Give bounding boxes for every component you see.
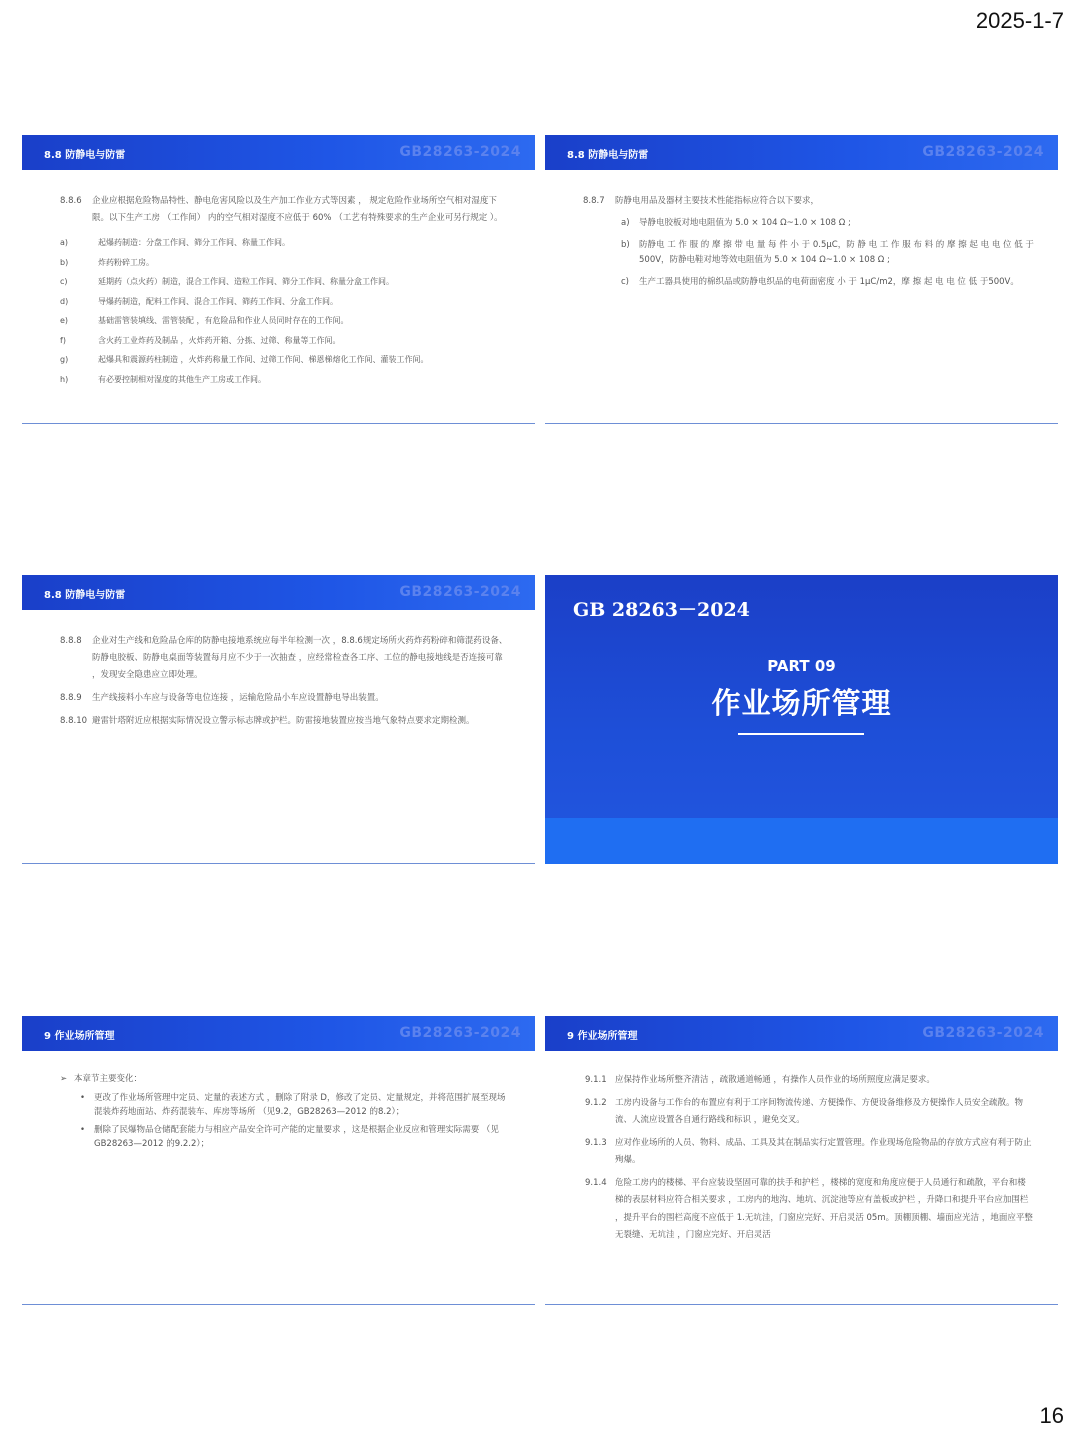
title-underline (738, 733, 864, 735)
section-cover-slide (545, 575, 1058, 864)
bullet-icon: • (80, 1125, 86, 1135)
watermark: GB28263-2024 (399, 584, 521, 600)
slide-title: 9 作业场所管理 (567, 1031, 638, 1042)
clause-number: 9.1.1 (585, 1075, 607, 1085)
item-label: b) (60, 257, 69, 267)
item-text: 炸药粉碎工房。 (98, 257, 154, 267)
clause-text: 生产线接料小车应与设备等电位连接 ，运输危险品小车应设置静电导出装置。 (92, 693, 384, 703)
clause-text: 应对作业场所的人员、物料、成品、工具及其在制品实行定置管理。作业现场危险物品的存放方式应有利于防止殉爆。 (615, 1137, 1032, 1165)
item-label: f) (60, 335, 66, 345)
slide-body (60, 1072, 511, 1156)
clause-paragraph (60, 193, 511, 227)
list-item (60, 253, 511, 273)
slide-header (545, 135, 1058, 170)
list-item (60, 350, 511, 370)
clause-number: 8.8.8 (60, 636, 82, 646)
slide-body (60, 633, 511, 736)
clause-paragraph (585, 1072, 1034, 1090)
clause-number: 9.1.4 (585, 1177, 607, 1188)
arrow-icon: ➢ (60, 1074, 68, 1084)
slide-8-8-7 (545, 135, 1058, 424)
item-text: 有必要控制相对湿度的其他生产工房或工作间。 (98, 374, 266, 384)
bullet-text: 更改了作业场所管理中定员、定量的表述方式 ，删除了附录 D，修改了定员、定量规定，并将范围扩展至现场混装炸药地面站、炸药混装车、库房等场所 （见9.2，GB28263—2012 的8.2）； (94, 1093, 506, 1117)
item-text: 导爆药制造，配料工作间、混合工作间、筛药工作间、分盒工作间。 (98, 296, 338, 306)
list-item (60, 331, 511, 351)
clause-number: 9.1.3 (585, 1137, 607, 1148)
clause-paragraph (60, 633, 511, 684)
clause-item-list (583, 216, 1034, 290)
clause-text: 工房内设备与工作台的布置应有利于工序间物流传递、方便操作、方便设备维修及方便操作人员安全疏散。物流、人流应设置各自通行路线和标识 ，避免交叉。 (615, 1097, 1024, 1125)
list-item (60, 311, 511, 331)
document-date: 2025-1-7 (975, 8, 1064, 33)
list-item (60, 370, 511, 390)
watermark: GB28263-2024 (922, 144, 1044, 160)
slide-9-1 (545, 1016, 1058, 1305)
item-label: c) (60, 277, 68, 286)
changes-intro-text: 本章节主要变化： (74, 1074, 143, 1084)
item-text: 基础雷管装填线、雷管装配 ，有危险品和作业人员同时存在的工作间。 (98, 316, 349, 325)
item-label: g) (60, 355, 69, 364)
slide-bottom-rule (22, 1304, 535, 1305)
slide-bottom-rule (22, 423, 535, 424)
slide-9-changes (22, 1016, 535, 1305)
slide-header (22, 135, 535, 170)
slide-body (585, 1072, 1034, 1250)
slide-header (22, 1016, 535, 1051)
clause-text: 危险工房内的楼梯、平台应装设坚固可靠的扶手和护栏 ，楼梯的宽度和角度应便于人员通行和疏散，平台和楼梯的表层材料应符合相关要求 ，工房内的地沟、地坑、沉淀池等应有盖板或护栏 ，升降口和提升平台应加围栏 ，提升平台的围栏高度不应低于 1.无坑洼，门窗应完好、开启灵活 05m。顶棚顶棚、墙面应光洁 ，地面应平整无裂缝、无坑洼 ，门窗应完好、开启灵活 (615, 1177, 1033, 1240)
part-label: PART 09 (767, 657, 836, 675)
page-number: 16 (1039, 1403, 1064, 1428)
clause-paragraph (585, 1135, 1034, 1170)
clause-paragraph (583, 193, 1034, 210)
item-label: d) (60, 296, 69, 306)
item-text: 防静电 工 作 服 的 摩 擦 带 电 量 每 件 小 于 0.5μC，防 静 电 工 作 服 布 料 的 摩 擦 起 电 电 位 低 于500V，防静电鞋对地等效电阻值为 5.0 × 104 Ω~1.0 × 108 Ω ; (639, 239, 1034, 265)
clause-number: 9.1.2 (585, 1097, 607, 1108)
clause-number: 8.8.10 (60, 716, 88, 726)
item-text: 起爆药制造：分盘工作间、筛分工作间、称量工作间。 (98, 238, 290, 247)
changes-list (60, 1092, 511, 1151)
slide-header (545, 1016, 1058, 1051)
clause-number: 8.8.7 (583, 196, 605, 206)
item-text: 含火药工业炸药及制品 ，火炸药开箱、分拣、过筛、称量等工作间。 (98, 335, 341, 345)
clause-text: 企业应根据危险物品特性、静电危害风险以及生产加工作业方式等因素 ， 规定危险作业场所空气相对湿度下限。以下生产工房 （工作间） 内的空气相对湿度不应低于 60% （工艺有特殊要求的生产企业可另行规定 ）。 (92, 196, 503, 223)
watermark: GB28263-2024 (399, 1025, 521, 1041)
item-label: b) (621, 239, 630, 250)
clause-paragraph (60, 713, 511, 730)
bullet-icon: • (80, 1093, 86, 1103)
item-label: a) (621, 218, 630, 228)
list-item (583, 238, 1034, 269)
slide-bottom-rule (545, 1304, 1058, 1305)
item-label: c) (621, 276, 629, 287)
clause-text: 企业对生产线和危险品仓库的防静电接地系统应每半年检测一次 ，8.8.6规定场所火药炸药粉碎和筛混药设备、防静电胶板、防静电桌面等装置每月应不少于一次抽查 ，应经常检查各工序、工位的静电接地线是否连接可靠 ，发现安全隐患应立即处理。 (92, 636, 508, 680)
standard-number: GB 28263－2024 (573, 599, 750, 621)
slide-header (22, 575, 535, 610)
list-item (583, 275, 1034, 291)
item-text: 延期药（点火药）制造，混合工作间、造粒工作间、筛分工作间、称量分盒工作间。 (98, 277, 394, 286)
list-item (60, 1124, 511, 1151)
list-item (60, 233, 511, 253)
item-text: 生产工器具使用的棉织品或防静电织品的电荷面密度 小 于 1μC/m2，摩 擦 起 电 电 位 低 于500V。 (639, 276, 1019, 287)
clause-item-list (60, 233, 511, 389)
slide-bottom-rule (22, 863, 535, 864)
slide-body (583, 193, 1034, 296)
list-item (583, 216, 1034, 232)
list-item (60, 292, 511, 312)
slide-title: 9 作业场所管理 (44, 1031, 115, 1042)
clause-text: 避雷针塔附近应根据实际情况设立警示标志牌或护栏。防雷接地装置应按当地气象特点要求定期检测。 (92, 716, 475, 726)
clause-text: 防静电用品及器材主要技术性能指标应符合以下要求， (615, 196, 820, 206)
slide-title: 8.8 防静电与防雷 (44, 590, 126, 601)
watermark: GB28263-2024 (399, 144, 521, 160)
clause-number: 8.8.6 (60, 196, 82, 206)
clause-paragraph (60, 690, 511, 707)
clause-paragraph (585, 1175, 1034, 1245)
item-label: h) (60, 374, 69, 384)
cover-bottom-band (545, 818, 1058, 864)
slide-8-8-8 (22, 575, 535, 864)
bullet-text: 删除了民爆物品仓储配套能力与相应产品安全许可产能的定量要求 ，这是根据企业反应和管理实际需要 （见 GB28263—2012 的9.2.2）； (94, 1125, 499, 1149)
slide-8-8-6 (22, 135, 535, 424)
item-label: a) (60, 238, 69, 247)
watermark: GB28263-2024 (922, 1025, 1044, 1041)
clause-text: 应保持作业场所整齐清洁 ，疏散通道畅通 ，有操作人员作业的场所照度应满足要求。 (615, 1075, 935, 1085)
item-text: 导静电胶板对地电阻值为 5.0 × 104 Ω~1.0 × 108 Ω ; (639, 218, 851, 228)
slide-body (60, 193, 511, 389)
slide-bottom-rule (545, 423, 1058, 424)
section-title: 作业场所管理 (711, 686, 892, 720)
slide-title: 8.8 防静电与防雷 (44, 150, 126, 161)
list-item (60, 1092, 511, 1119)
clause-paragraph (585, 1095, 1034, 1130)
item-label: e) (60, 316, 69, 325)
changes-intro (60, 1072, 511, 1087)
list-item (60, 272, 511, 292)
clause-number: 8.8.9 (60, 693, 82, 703)
item-text: 起爆具和震源药柱制造 ，火炸药称量工作间、过筛工作间、梯恩梯熔化工作间、灌装工作间。 (98, 355, 429, 364)
slide-title: 8.8 防静电与防雷 (567, 150, 649, 161)
